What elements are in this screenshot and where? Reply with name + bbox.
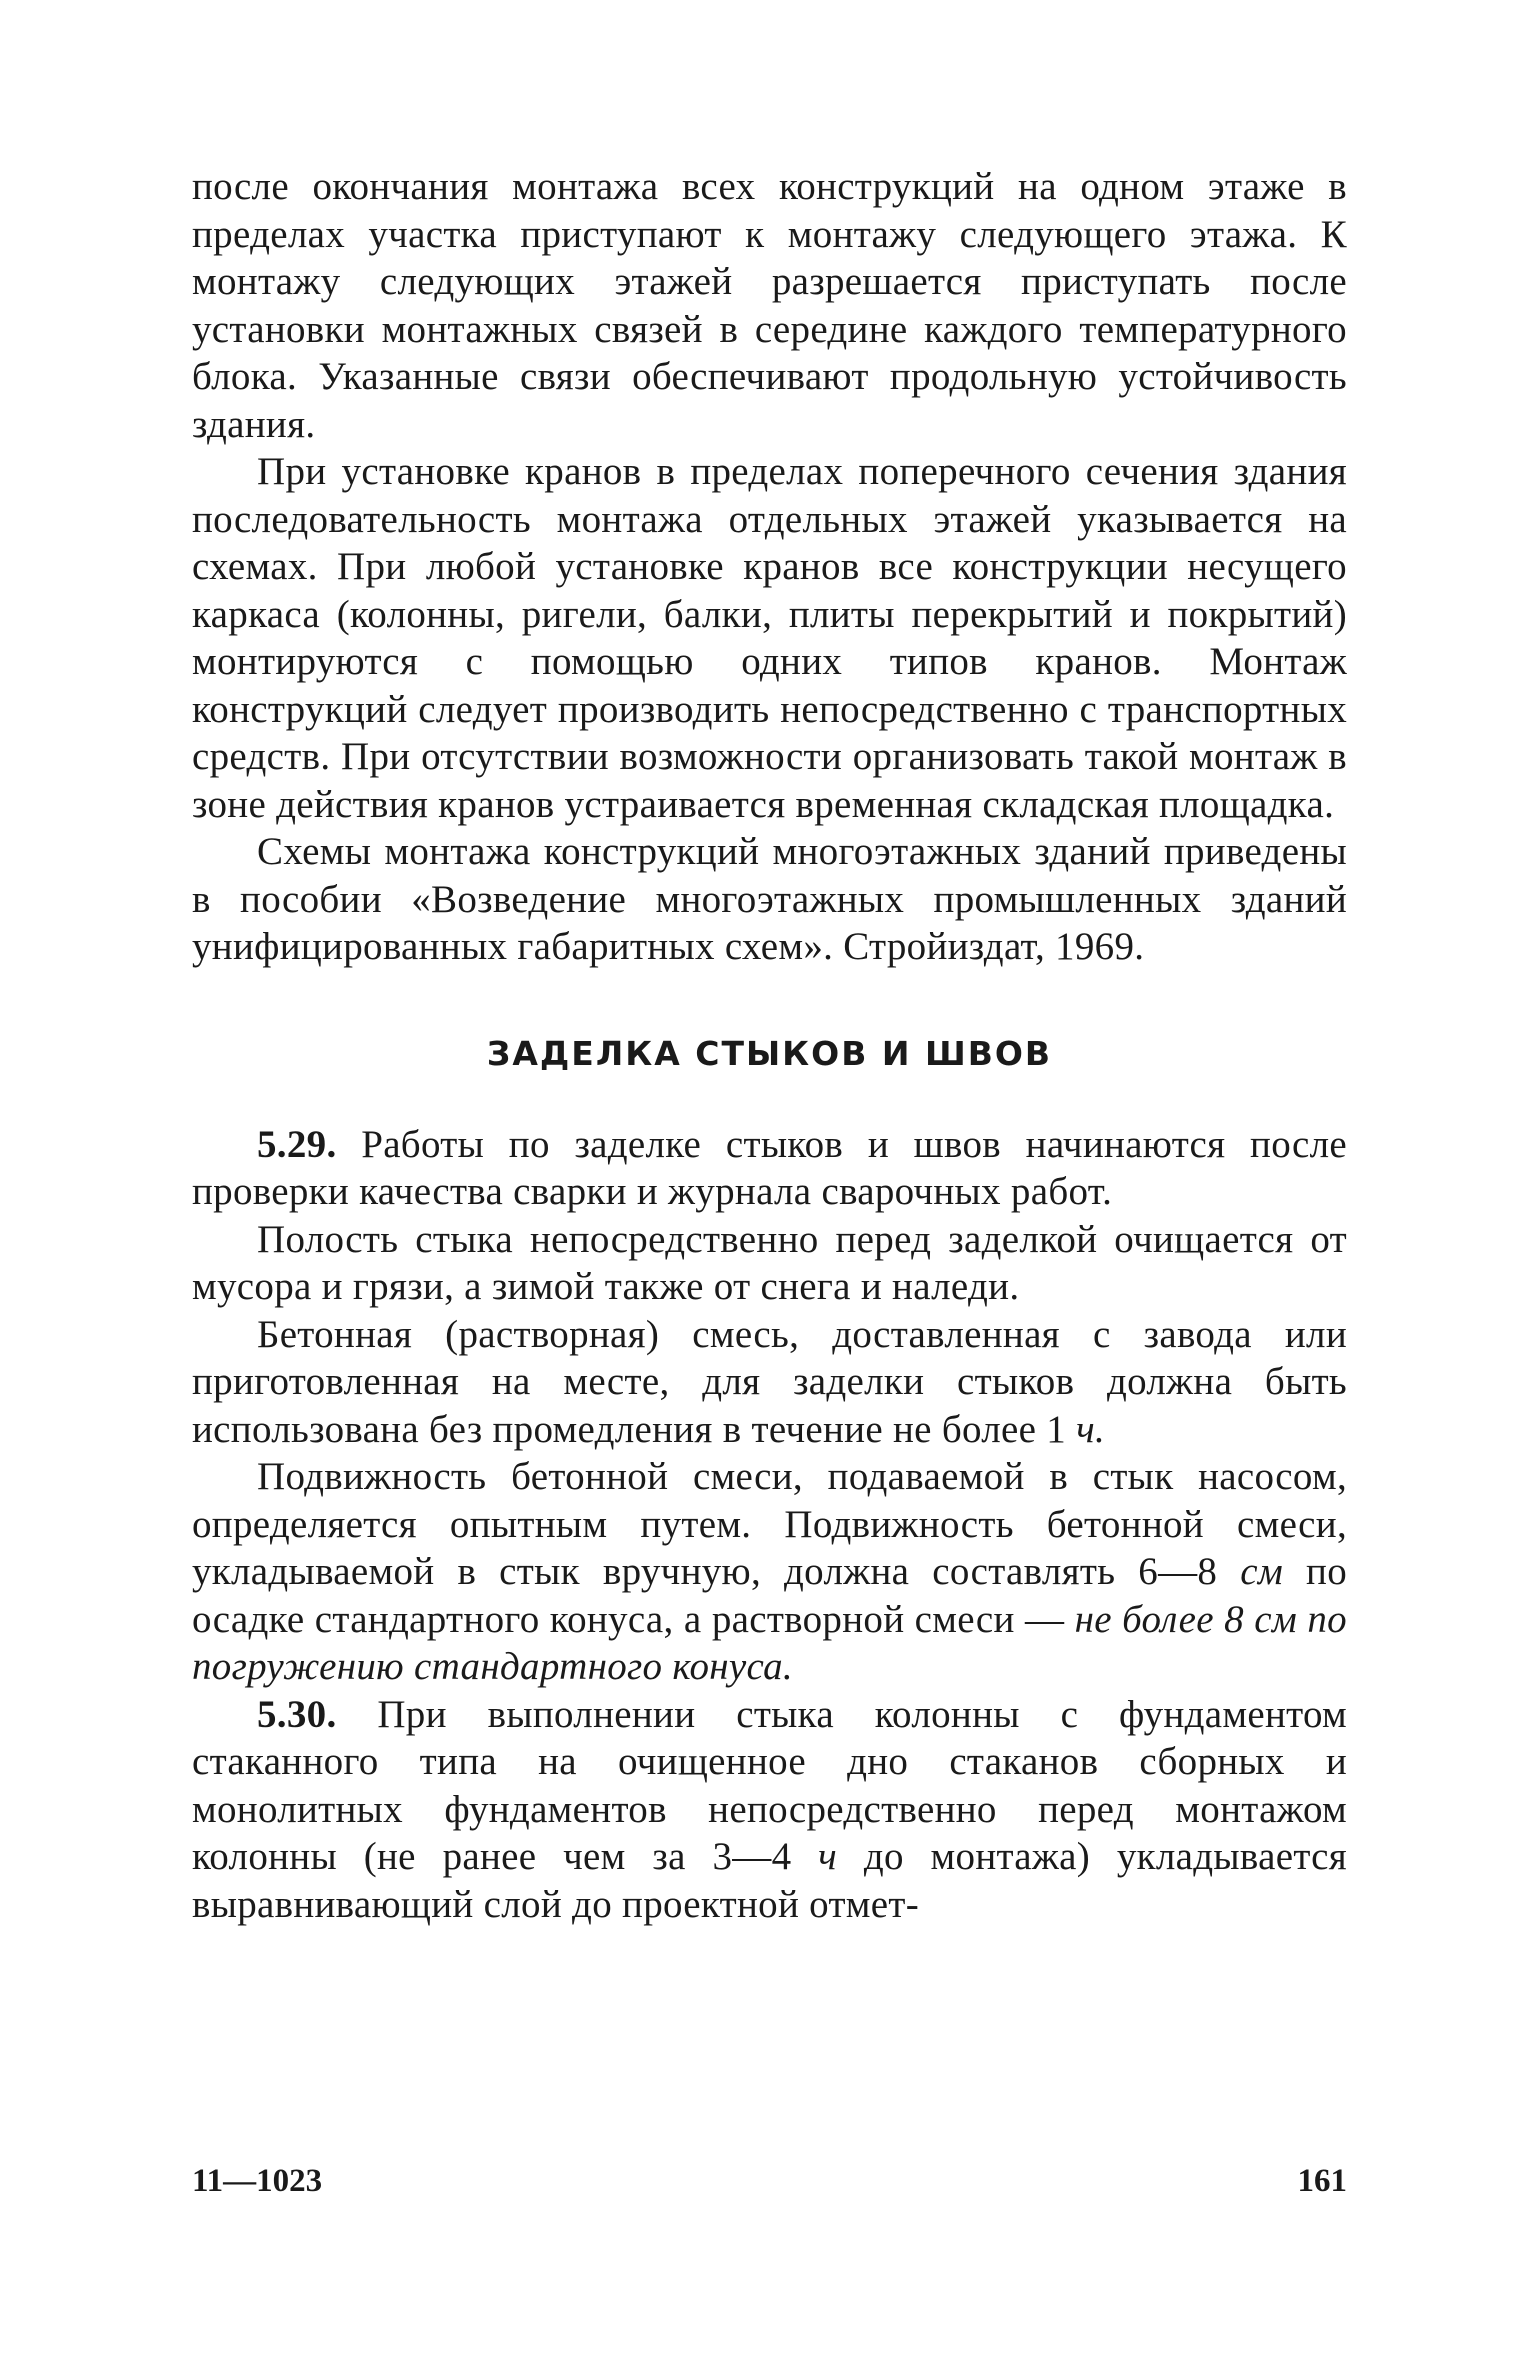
printing-signature: 11—1023 bbox=[192, 2163, 323, 2199]
page-footer bbox=[192, 2163, 1347, 2200]
clause-text: Работы по заделке стыков и швов начинаются после проверки качества сварки и журнала сварочных работ. bbox=[192, 1122, 1347, 1213]
unit-hours: ч. bbox=[1076, 1407, 1106, 1451]
paragraph-cavity-cleaning: Полость стыка непосредственно перед заделкой очищается от мусора и грязи, а зимой также от снега и наледи. bbox=[192, 1217, 1347, 1308]
paragraph-concrete-mix bbox=[192, 1311, 1347, 1454]
unit-cm: см bbox=[1240, 1550, 1284, 1593]
paragraph-crane-installation: При установке кранов в пределах поперечного сечения здания последовательность монтажа отдельных этажей указывается на схемах. При любой установке кранов все конструкции несущего каркаса (колонны, ригели, балки, плиты перекрытий и покрытий) монтируются с помощью одних типов кранов. Монтаж конструкций следует производить непосредственно с транспортных средств. При отсутствии возможности организовать такой монтаж в зоне действия кранов устраивается временная складская площадка. bbox=[192, 450, 1347, 826]
paragraph-text-part2: по осадке стандартного конуса, а растворной смеси — bbox=[192, 1550, 1348, 1641]
clause-number: 5.30. bbox=[257, 1692, 337, 1736]
page-number: 161 bbox=[1297, 2163, 1347, 2199]
paragraph-text-part1: Подвижность бетонной смеси, подаваемой в стык насосом, определяется опытным путем. Подвижность бетонной смеси, укладываемой в стык вручную, должна составлять 6—8 bbox=[192, 1455, 1347, 1593]
paragraph-mix-mobility bbox=[192, 1453, 1347, 1691]
paragraph-continuation: после окончания монтажа всех конструкций на одном этаже в пределах участка приступают к монтажу следующего этажа. К монтажу следующих этажей разрешается приступать после установки монтажных связей в середине каждого температурного блока. Указанные связи обеспечивают продольную устойчивость здания. bbox=[192, 165, 1347, 446]
page-body bbox=[192, 163, 1347, 1928]
paragraph-text: Бетонная (растворная) смесь, доставленная с завода или приготовленная на месте, для заделки стыков должна быть использована без промедления в течение не более 1 bbox=[192, 1312, 1347, 1451]
section-heading: ЗАДЕЛКА СТЫКОВ И ШВОВ bbox=[486, 1033, 1053, 1073]
unit-hours: ч bbox=[818, 1835, 838, 1878]
paragraph-text-italic: не более 8 см по погружению стандартного конуса. bbox=[192, 1597, 1347, 1688]
paragraph-5-29 bbox=[192, 1121, 1347, 1216]
paragraph-schemes-reference: Схемы монтажа конструкций многоэтажных зданий приведены в пособии «Возведение многоэтажных промышленных зданий унифицированных габаритных схем». Стройиздат, 1969. bbox=[192, 830, 1347, 968]
clause-text-part2: до монтажа) укладывается выравнивающий слой до проектной отмет- bbox=[192, 1835, 1347, 1926]
paragraph-5-30 bbox=[192, 1691, 1347, 1929]
clause-number: 5.29. bbox=[257, 1122, 337, 1166]
clause-text-part1: При выполнении стыка колонны с фундаментом стаканного типа на очищенное дно стаканов сборных и монолитных фундаментов непосредственно перед монтажом колонны (не ранее чем за 3—4 bbox=[192, 1692, 1347, 1878]
